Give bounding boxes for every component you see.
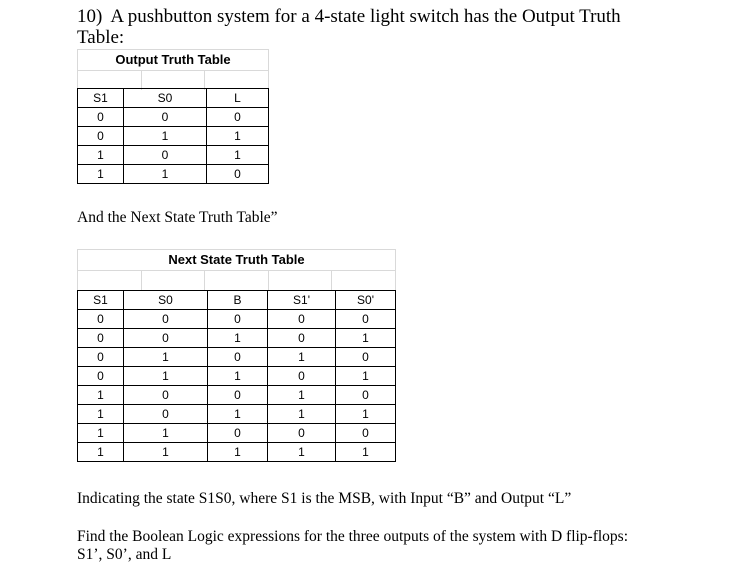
table-cell: 1 [208, 443, 268, 462]
table-row [78, 146, 269, 165]
table-row [78, 329, 396, 348]
header-cell: S1 [78, 89, 124, 108]
header-cell: L [207, 89, 269, 108]
question-line-1: A pushbutton system for a 4-state light switch has the Output Truth [110, 6, 621, 27]
table-cell: 1 [124, 127, 207, 146]
header-cell: S0' [336, 291, 396, 310]
table-cell: 0 [78, 367, 124, 386]
table-cell: 1 [268, 348, 336, 367]
table-cell: 0 [208, 310, 268, 329]
table-cell: 1 [124, 424, 208, 443]
table-cell: 1 [336, 329, 396, 348]
table-cell: 1 [268, 405, 336, 424]
output-truth-table [77, 88, 269, 184]
task-text [77, 528, 727, 564]
table-row [78, 443, 396, 462]
table-row [78, 348, 396, 367]
table-cell: 0 [336, 348, 396, 367]
table-cell: 0 [124, 405, 208, 424]
table-cell: 0 [207, 108, 269, 127]
table-cell: 1 [268, 443, 336, 462]
table-cell: 1 [208, 405, 268, 424]
table-cell: 0 [208, 424, 268, 443]
table-row [78, 127, 269, 146]
task-line-1: Find the Boolean Logic expressions for the three outputs of the system with D flip-flops: [77, 528, 629, 545]
table-cell: 1 [78, 405, 124, 424]
header-cell: S0 [124, 291, 208, 310]
output-table-empty-row [77, 70, 269, 90]
table-cell: 1 [208, 329, 268, 348]
table-cell: 0 [124, 108, 207, 127]
question-text [77, 6, 677, 48]
table-cell: 1 [207, 127, 269, 146]
table-row [78, 310, 396, 329]
table-cell: 1 [336, 367, 396, 386]
table-cell: 0 [336, 386, 396, 405]
table-cell: 0 [124, 146, 207, 165]
table-cell: 1 [78, 443, 124, 462]
next-table-caption-block [77, 249, 396, 290]
next-table-empty-row [77, 270, 396, 290]
table-row [78, 424, 396, 443]
table-cell: 1 [78, 146, 124, 165]
output-table-caption: Output Truth Table [77, 49, 269, 70]
question-number: 10) [77, 6, 103, 27]
table-cell: 0 [78, 127, 124, 146]
table-cell: 0 [124, 310, 208, 329]
table-cell: 0 [268, 310, 336, 329]
table-cell: 0 [78, 348, 124, 367]
table-cell: 1 [124, 367, 208, 386]
table-cell: 0 [336, 424, 396, 443]
table-cell: 0 [208, 348, 268, 367]
task-line-2: S1’, S0’, and L [77, 546, 172, 563]
table-row [78, 405, 396, 424]
table-cell: 0 [208, 386, 268, 405]
table-cell: 0 [268, 424, 336, 443]
header-cell: B [208, 291, 268, 310]
table-cell: 1 [124, 443, 208, 462]
table-row [78, 367, 396, 386]
next-state-intro: And the Next State Truth Table” [77, 209, 278, 226]
table-cell: 1 [124, 165, 207, 184]
table-cell: 0 [124, 329, 208, 348]
table-cell: 0 [78, 310, 124, 329]
table-cell: 1 [336, 443, 396, 462]
table-cell: 0 [124, 386, 208, 405]
header-cell: S1' [268, 291, 336, 310]
question-line-2: Table: [77, 27, 125, 48]
table-header-row [78, 291, 396, 310]
table-header-row [78, 89, 269, 108]
table-cell: 1 [336, 405, 396, 424]
next-table-caption: Next State Truth Table [77, 249, 396, 270]
table-cell: 1 [208, 367, 268, 386]
output-table-caption-block [77, 49, 269, 90]
table-row [78, 165, 269, 184]
header-cell: S0 [124, 89, 207, 108]
table-cell: 1 [78, 424, 124, 443]
table-cell: 0 [207, 165, 269, 184]
table-cell: 0 [78, 329, 124, 348]
next-state-truth-table [77, 290, 396, 462]
header-cell: S1 [78, 291, 124, 310]
table-cell: 0 [268, 367, 336, 386]
table-cell: 0 [268, 329, 336, 348]
table-cell: 0 [336, 310, 396, 329]
table-cell: 1 [207, 146, 269, 165]
table-cell: 1 [268, 386, 336, 405]
table-cell: 1 [78, 165, 124, 184]
table-cell: 1 [78, 386, 124, 405]
table-cell: 0 [78, 108, 124, 127]
table-cell: 1 [124, 348, 208, 367]
table-row [78, 108, 269, 127]
state-note: Indicating the state S1S0, where S1 is the MSB, with Input “B” and Output “L” [77, 490, 572, 507]
table-row [78, 386, 396, 405]
